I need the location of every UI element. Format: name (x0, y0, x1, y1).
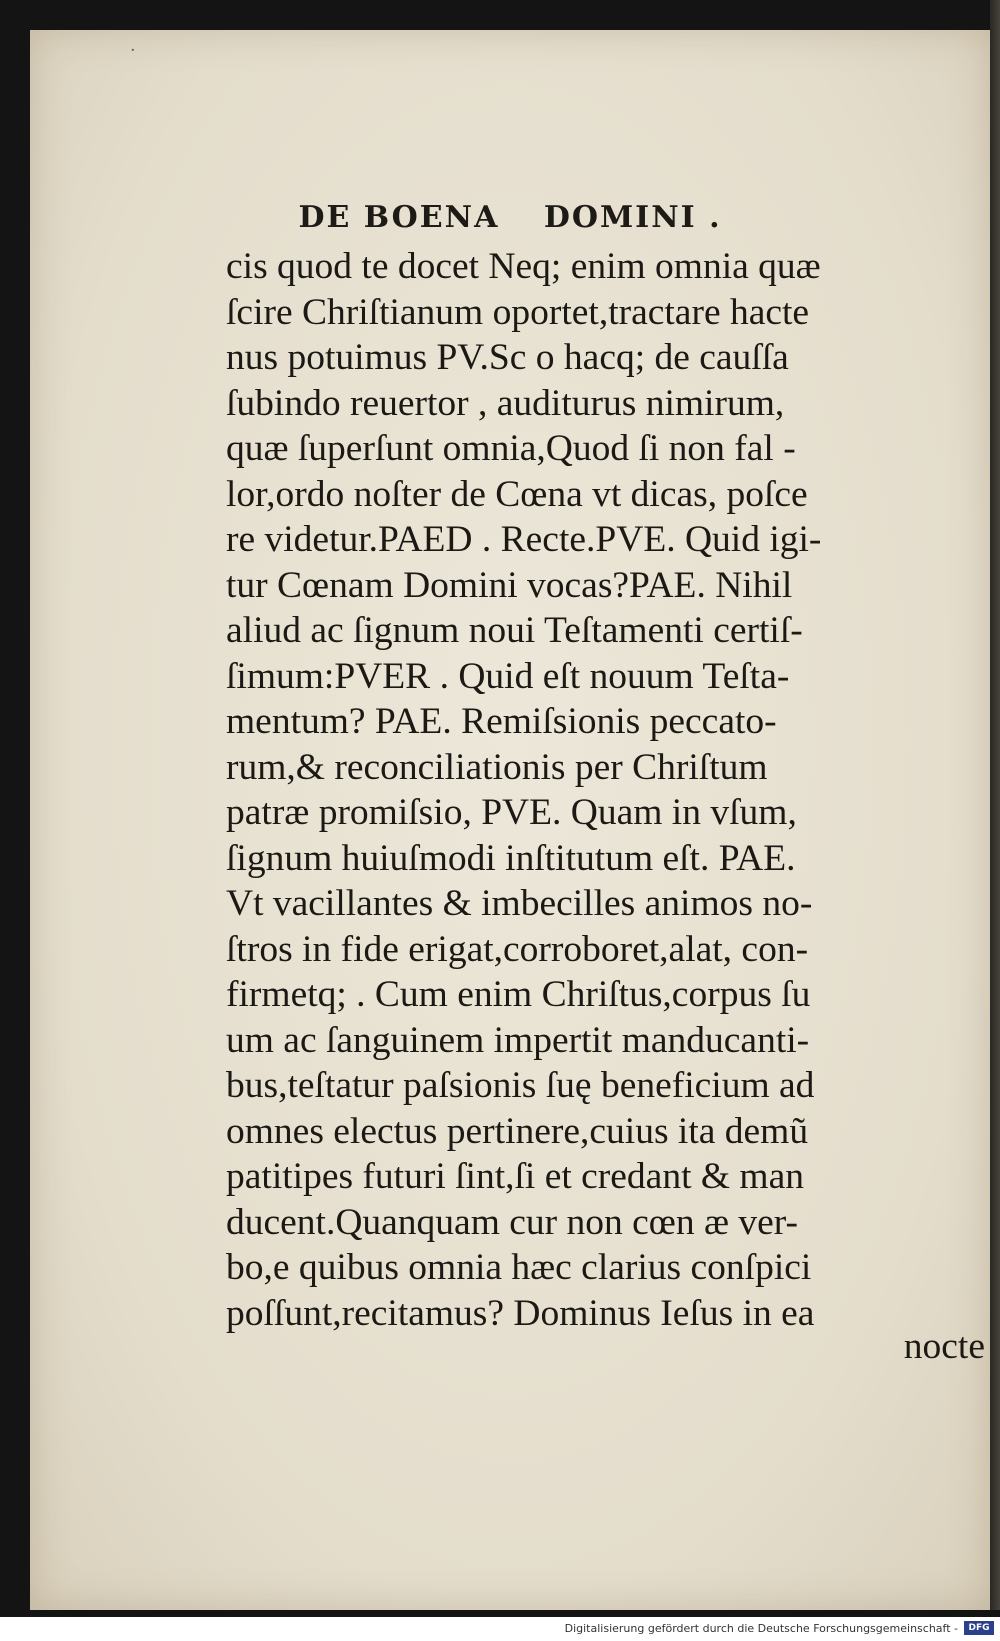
text-line: lor,ordo noſter de Cœna vt dicas, poſce (226, 473, 808, 515)
text-line: quæ ſuperſunt omnia,Quod ſi non fal - (226, 428, 796, 469)
text-line: cis quod te docet Neq; enim omnia quæ (226, 246, 821, 287)
running-header (30, 200, 990, 235)
footer-credit: Digitalisierung gefördert durch die Deutsche Forschungsgemeinschaft - (564, 1622, 958, 1635)
text-line: firmetq; . Cum enim Chriſtus,corpus ſu (226, 974, 811, 1015)
text-line: ſcire Chriſtianum oportet,tractare hacte (226, 291, 810, 333)
paper-speck: · (130, 40, 136, 61)
text-line: ſimum:PVER . Quid eſt nouum Teſta- (226, 655, 790, 697)
text-line: patitipes futuri ſint,ſi et credant & man (226, 1156, 804, 1197)
text-line: mentum? PAE. Remiſsionis peccato- (226, 701, 777, 742)
text-line: ſignum huiuſmodi inſtitutum eſt. PAE. (226, 837, 796, 879)
text-line: bo,e quibus omnia hæc clarius conſpici (226, 1247, 812, 1288)
text-line: omnes electus pertinere,cuius ita demũ (226, 1110, 809, 1152)
text-line: aliud ac ſignum noui Teſtamenti certiſ- (226, 610, 803, 651)
text-line: bus,teſtatur paſsionis ſuę beneficium ad (226, 1065, 815, 1106)
text-line: Vt vacillantes & imbecilles animos no- (226, 883, 813, 924)
dfg-logo: DFG (964, 1621, 994, 1635)
text-line: re videtur.PAED . Recte.PVE. Quid igi- (226, 519, 822, 560)
text-line: rum,& reconciliationis per Chriſtum (226, 746, 768, 788)
text-line: ducent.Quanquam cur non cœn æ ver- (226, 1201, 798, 1243)
page-edge (990, 0, 1000, 1610)
text-line: tur Cœnam Domini vocas?PAE. Nihil (226, 564, 793, 606)
text-line: patræ promiſsio, PVE. Quam in vſum, (226, 792, 797, 833)
text-line: ſtros in fide erigat,corroboret,alat, con- (226, 928, 809, 970)
text-line: um ac ſanguinem impertit manducanti- (226, 1019, 810, 1061)
header-left: DE BOENA (298, 200, 500, 235)
text-line: ſubindo reuertor , auditurus nimirum, (226, 382, 785, 424)
catchword: nocte (903, 1326, 985, 1367)
body-text (226, 244, 986, 1336)
text-line: nus potuimus PV.Sc o hacq; de cauſſa (226, 337, 789, 378)
book-page (30, 30, 990, 1610)
header-right: DOMINI . (543, 200, 722, 235)
footer-bar (0, 1617, 1000, 1641)
text-line: poſſunt,recitamus? Dominus Ieſus in ea (226, 1292, 815, 1334)
